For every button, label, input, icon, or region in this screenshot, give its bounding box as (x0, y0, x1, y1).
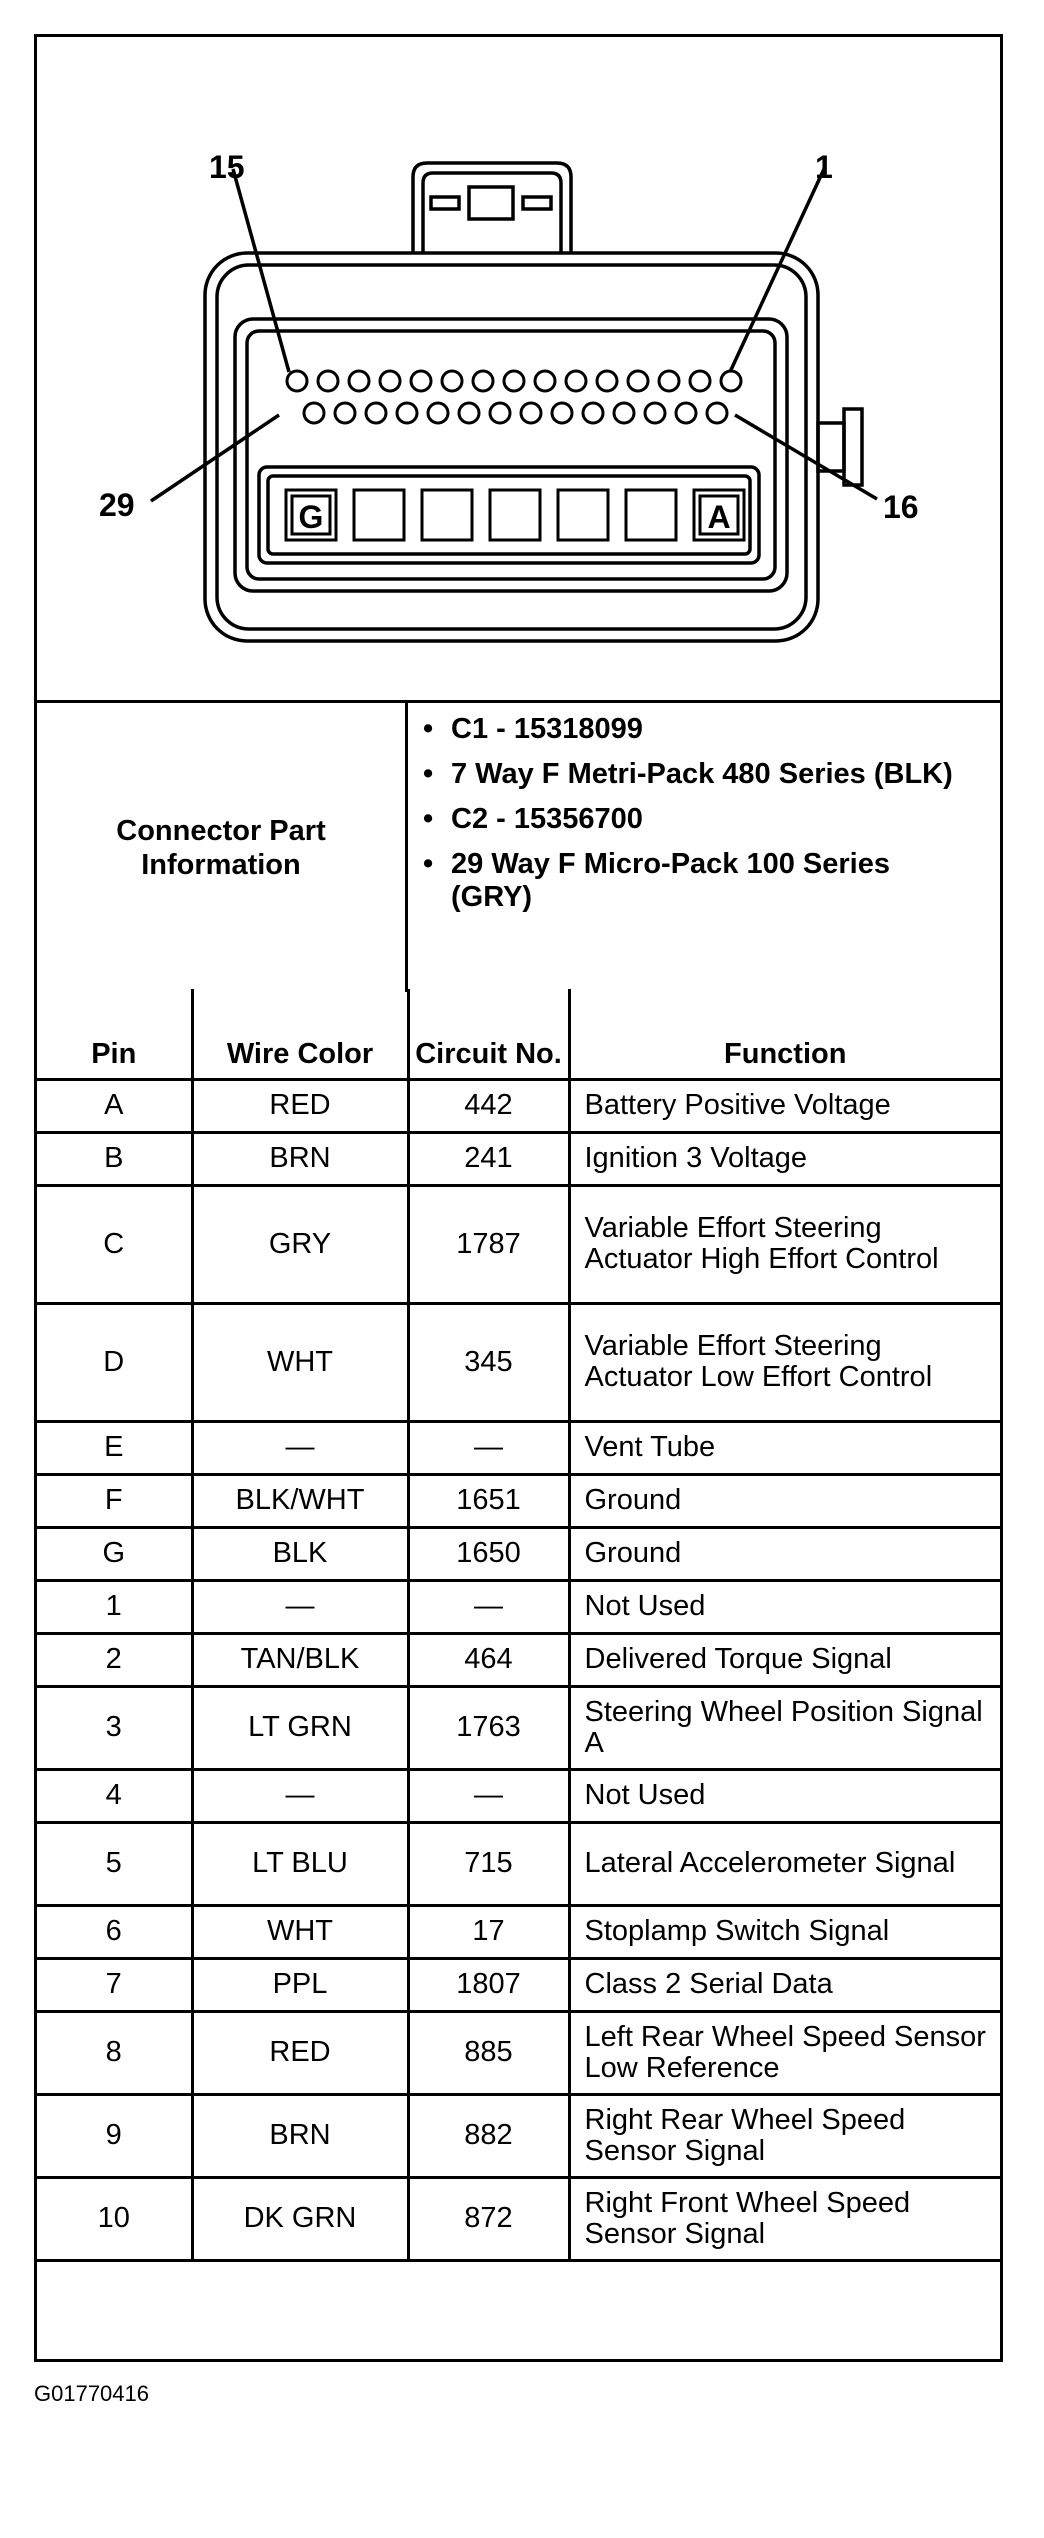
pin-label-16: 16 (883, 489, 919, 525)
pin-cell: G (37, 1527, 192, 1580)
pin-cavity (442, 371, 462, 391)
circuit-cell: 1650 (408, 1527, 569, 1580)
table-row (37, 1822, 1000, 1905)
connector-part-item: • 7 Way F Metri-Pack 480 Series (BLK) (423, 758, 971, 791)
header-function: Function (569, 989, 1000, 1079)
function-cell: Battery Positive Voltage (569, 1079, 1000, 1132)
wire-color-cell: — (192, 1769, 408, 1822)
pin-cell: A (37, 1079, 192, 1132)
pin-cavity (676, 403, 696, 423)
wire-color-cell: BRN (192, 2094, 408, 2177)
connector-face-diagram (37, 37, 1000, 700)
pin-cavity (318, 371, 338, 391)
pin-cavity (628, 371, 648, 391)
wire-color-cell: WHT (192, 1303, 408, 1421)
header-circuit-no: Circuit No. (408, 989, 569, 1079)
circuit-cell: — (408, 1769, 569, 1822)
wire-color-cell: GRY (192, 1185, 408, 1303)
pinout-table (37, 989, 1000, 2262)
table-row (37, 2177, 1000, 2260)
pin-cavity (459, 403, 479, 423)
table-row (37, 1580, 1000, 1633)
wire-color-cell: RED (192, 1079, 408, 1132)
function-cell: Variable Effort Steering Actuator Low Effort Control (569, 1303, 1000, 1421)
function-cell: Delivered Torque Signal (569, 1633, 1000, 1686)
circuit-cell: 1763 (408, 1686, 569, 1769)
connector-info-label: Connector Part Information (116, 814, 326, 881)
pin-cell: 8 (37, 2011, 192, 2094)
table-row (37, 2011, 1000, 2094)
pin-cell: 1 (37, 1580, 192, 1633)
circuit-cell: 1651 (408, 1474, 569, 1527)
wire-color-cell: WHT (192, 1905, 408, 1958)
function-cell: Variable Effort Steering Actuator High Effort Control (569, 1185, 1000, 1303)
function-cell: Steering Wheel Position Signal A (569, 1686, 1000, 1769)
pin-cavity (597, 371, 617, 391)
function-cell: Ignition 3 Voltage (569, 1132, 1000, 1185)
pin-cavity (614, 403, 634, 423)
connector-part-item: • 29 Way F Micro-Pack 100 Series (GRY) (423, 848, 971, 914)
wire-color-cell: — (192, 1421, 408, 1474)
table-row (37, 1185, 1000, 1303)
connector-part-item: • C1 - 15318099 (423, 713, 971, 746)
pin-cell: 3 (37, 1686, 192, 1769)
circuit-cell: 715 (408, 1822, 569, 1905)
pin-cell: 10 (37, 2177, 192, 2260)
pin-cavity (397, 403, 417, 423)
header-pin: Pin (37, 989, 192, 1079)
circuit-cell: — (408, 1421, 569, 1474)
function-cell: Stoplamp Switch Signal (569, 1905, 1000, 1958)
pin-cell: 5 (37, 1822, 192, 1905)
connector-part-list (423, 713, 971, 926)
connector-sheet (34, 34, 1003, 2362)
connector-part-item: • C2 - 15356700 (423, 803, 971, 836)
table-row (37, 1686, 1000, 1769)
wire-color-cell: LT GRN (192, 1686, 408, 1769)
circuit-cell: 345 (408, 1303, 569, 1421)
pin-cavity (335, 403, 355, 423)
figure-id: G01770416 (34, 2381, 149, 2406)
pin-cell: D (37, 1303, 192, 1421)
pin-label-15: 15 (209, 149, 245, 185)
header-wire-color: Wire Color (192, 989, 408, 1079)
function-cell: Class 2 Serial Data (569, 1958, 1000, 2011)
table-row (37, 1527, 1000, 1580)
cavity-label-g: G (298, 499, 324, 535)
table-row (37, 1079, 1000, 1132)
circuit-cell: — (408, 1580, 569, 1633)
circuit-cell: 885 (408, 2011, 569, 2094)
circuit-cell: 882 (408, 2094, 569, 2177)
function-cell: Left Rear Wheel Speed Sensor Low Reference (569, 2011, 1000, 2094)
circuit-cell: 241 (408, 1132, 569, 1185)
pin-cavity (287, 371, 307, 391)
pin-cavity (721, 371, 741, 391)
pin-cell: 2 (37, 1633, 192, 1686)
table-row (37, 1303, 1000, 1421)
pin-cavity (690, 371, 710, 391)
function-cell: Lateral Accelerometer Signal (569, 1822, 1000, 1905)
table-row (37, 1905, 1000, 1958)
pin-label-29: 29 (99, 487, 135, 523)
pin-cavity (566, 371, 586, 391)
pin-cavity (504, 371, 524, 391)
table-row (37, 1421, 1000, 1474)
pin-cavity (428, 403, 448, 423)
pin-cavity (473, 371, 493, 391)
table-row (37, 1958, 1000, 2011)
table-row (37, 1474, 1000, 1527)
pin-cavity (349, 371, 369, 391)
pin-cell: F (37, 1474, 192, 1527)
pin-cavity (659, 371, 679, 391)
function-cell: Ground (569, 1527, 1000, 1580)
table-row (37, 2094, 1000, 2177)
function-cell: Vent Tube (569, 1421, 1000, 1474)
wire-color-cell: RED (192, 2011, 408, 2094)
pin-cavity (707, 403, 727, 423)
pin-cavity (490, 403, 510, 423)
pin-cell: 9 (37, 2094, 192, 2177)
circuit-cell: 1807 (408, 1958, 569, 2011)
pin-cavity (304, 403, 324, 423)
wire-color-cell: BLK (192, 1527, 408, 1580)
wire-color-cell: BRN (192, 1132, 408, 1185)
pin-cavity (552, 403, 572, 423)
circuit-cell: 1787 (408, 1185, 569, 1303)
circuit-cell: 872 (408, 2177, 569, 2260)
table-row (37, 1132, 1000, 1185)
wire-color-cell: BLK/WHT (192, 1474, 408, 1527)
pin-cavity (380, 371, 400, 391)
pin-cavity (535, 371, 555, 391)
pin-cell: C (37, 1185, 192, 1303)
pin-label-1: 1 (815, 149, 833, 185)
circuit-cell: 442 (408, 1079, 569, 1132)
pin-cavity (366, 403, 386, 423)
function-cell: Ground (569, 1474, 1000, 1527)
circuit-cell: 464 (408, 1633, 569, 1686)
circuit-cell: 17 (408, 1905, 569, 1958)
pin-cell: E (37, 1421, 192, 1474)
connector-part-information (37, 700, 1000, 992)
wire-color-cell: PPL (192, 1958, 408, 2011)
pin-cell: 7 (37, 1958, 192, 2011)
pin-cavity (521, 403, 541, 423)
pin-cell: 4 (37, 1769, 192, 1822)
cavity-label-a: A (707, 499, 731, 535)
pin-cavity (411, 371, 431, 391)
pin-cavity (583, 403, 603, 423)
table-row (37, 1769, 1000, 1822)
pin-cell: 6 (37, 1905, 192, 1958)
pin-cavity (645, 403, 665, 423)
function-cell: Not Used (569, 1580, 1000, 1633)
function-cell: Not Used (569, 1769, 1000, 1822)
wire-color-cell: TAN/BLK (192, 1633, 408, 1686)
wire-color-cell: DK GRN (192, 2177, 408, 2260)
function-cell: Right Front Wheel Speed Sensor Signal (569, 2177, 1000, 2260)
wire-color-cell: — (192, 1580, 408, 1633)
function-cell: Right Rear Wheel Speed Sensor Signal (569, 2094, 1000, 2177)
wire-color-cell: LT BLU (192, 1822, 408, 1905)
pin-cell: B (37, 1132, 192, 1185)
table-row (37, 1633, 1000, 1686)
